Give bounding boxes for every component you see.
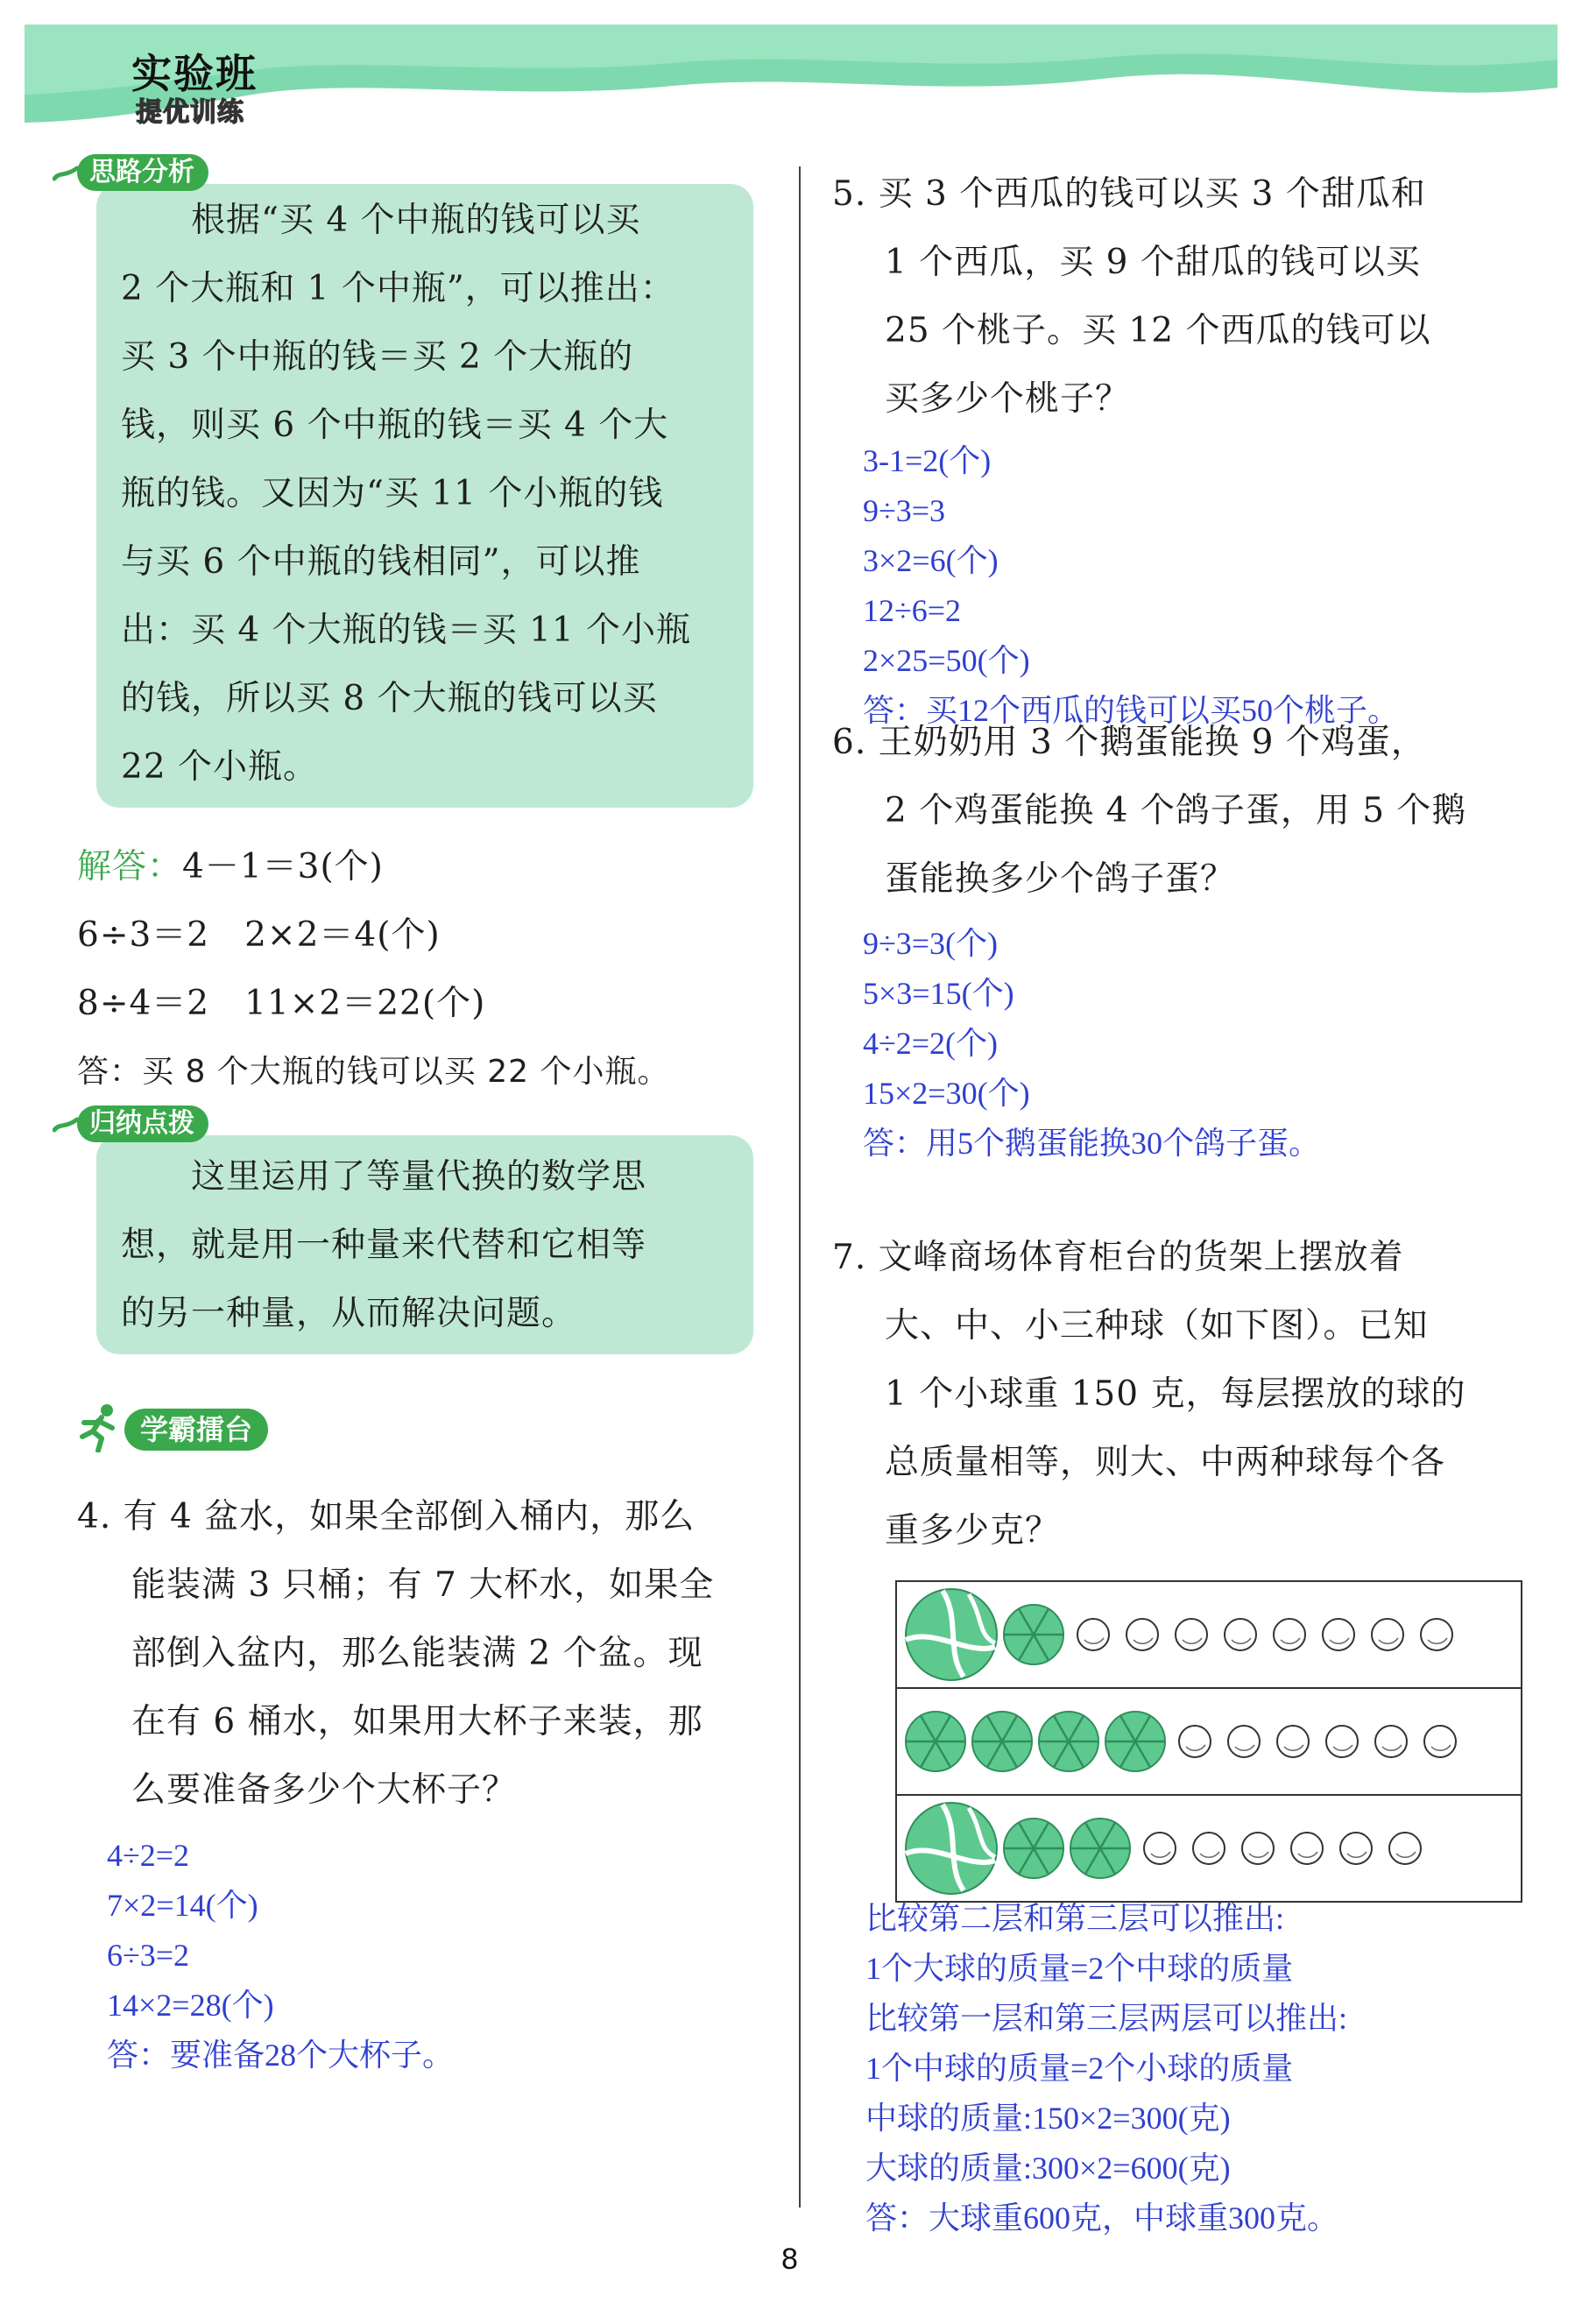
swoosh-icon xyxy=(53,1116,79,1139)
q4-line: 部倒入盆内，那么能装满 2 个盆。现 xyxy=(131,1634,703,1673)
medium-ball xyxy=(1004,1819,1063,1878)
medium-ball xyxy=(1105,1712,1165,1771)
q4-answer: 6÷3=2 xyxy=(107,1938,190,1973)
medium-ball xyxy=(1039,1712,1098,1771)
analysis-line: 买 3 个中瓶的钱＝买 2 个大瓶的 xyxy=(121,337,634,377)
analysis-tag: 思路分析 xyxy=(77,154,208,191)
summary-line: 这里运用了等量代换的数学思 xyxy=(121,1157,647,1197)
small-ball xyxy=(1375,1726,1407,1757)
small-ball xyxy=(1424,1726,1456,1757)
medium-ball xyxy=(1070,1819,1130,1878)
small-ball xyxy=(1242,1833,1274,1864)
runner-icon xyxy=(75,1402,124,1452)
analysis-line: 钱，则买 6 个中瓶的钱＝买 4 个大 xyxy=(121,406,669,445)
analysis-line: 出：买 4 个大瓶的钱＝买 11 个小瓶 xyxy=(121,611,692,650)
solution-line: 8÷4＝2 11×2＝22(个) xyxy=(77,984,486,1023)
q4-answer: 4÷2=2 xyxy=(107,1838,190,1873)
small-ball xyxy=(1326,1726,1358,1757)
q5-line: 25 个桃子。买 12 个西瓜的钱可以 xyxy=(885,311,1431,350)
q5-line: 5. 买 3 个西瓜的钱可以买 3 个甜瓜和 xyxy=(832,174,1426,214)
q7-answer: 1个大球的质量=2个中球的质量 xyxy=(865,1951,1294,1986)
small-ball xyxy=(1077,1619,1109,1650)
summary-tag: 归纳点拨 xyxy=(77,1105,208,1142)
q5-answer: 答：买12个西瓜的钱可以买50个桃子。 xyxy=(863,693,1400,728)
q6-line: 蛋能换多少个鸽子蛋？ xyxy=(885,859,1236,899)
series-subtitle: 提优训练 xyxy=(136,97,244,128)
q5-answer: 3-1=2(个) xyxy=(863,443,992,478)
q7-line: 重多少克？ xyxy=(885,1511,1061,1551)
small-ball xyxy=(1277,1726,1309,1757)
q5-answer: 9÷3=3 xyxy=(863,493,946,528)
small-ball xyxy=(1179,1726,1211,1757)
small-ball xyxy=(1144,1833,1176,1864)
q6-answer: 9÷3=3(个) xyxy=(863,926,999,961)
q7-line: 总质量相等，则大、中两种球每个各 xyxy=(885,1443,1446,1482)
arena-tag: 学霸擂台 xyxy=(124,1409,268,1451)
q4-line: 能装满 3 只桶；有 7 大杯水，如果全 xyxy=(131,1565,715,1605)
q5-answer: 3×2=6(个) xyxy=(863,543,999,578)
q7-answer: 1个中球的质量=2个小球的质量 xyxy=(865,2051,1294,2086)
q7-answer: 答：大球重600克，中球重300克。 xyxy=(865,2200,1339,2236)
q4-line: 么要准备多少个大杯子？ xyxy=(131,1770,518,1810)
solution-label: 解答： xyxy=(77,847,183,887)
q6-answer: 15×2=30(个) xyxy=(863,1076,1030,1111)
small-ball xyxy=(1126,1619,1158,1650)
small-ball xyxy=(1340,1833,1372,1864)
q6-answer: 答：用5个鹅蛋能换30个鸽子蛋。 xyxy=(863,1126,1321,1161)
solution-line xyxy=(77,844,384,890)
q7-answer: 比较第一层和第三层两层可以推出: xyxy=(865,2001,1348,2036)
swoosh-icon xyxy=(53,165,79,187)
medium-ball xyxy=(1004,1605,1063,1664)
solution-line: 6÷3＝2 2×2＝4(个) xyxy=(77,915,441,955)
small-ball xyxy=(1193,1833,1225,1864)
summary-line: 想，就是用一种量来代替和它相等 xyxy=(121,1226,647,1265)
q6-answer: 5×3=15(个) xyxy=(863,976,1014,1011)
q4-answer: 答：要准备28个大杯子。 xyxy=(107,2038,455,2073)
q7-answer: 大球的质量:300×2=600(克) xyxy=(865,2151,1231,2186)
page-number: 8 xyxy=(781,2243,798,2276)
q4-answer: 14×2=28(个) xyxy=(107,1988,274,2023)
small-ball xyxy=(1291,1833,1323,1864)
q4-line: 在有 6 桶水，如果用大杯子来装，那 xyxy=(131,1702,703,1741)
analysis-line: 22 个小瓶。 xyxy=(121,747,319,787)
medium-ball xyxy=(906,1712,965,1771)
large-ball xyxy=(906,1803,997,1894)
solution-step: 4－1＝3(个) xyxy=(182,847,384,887)
column-divider xyxy=(799,166,801,2207)
ball-shelf-figure xyxy=(895,1580,1522,1904)
q5-line: 1 个西瓜，买 9 个甜瓜的钱可以买 xyxy=(885,243,1421,282)
q6-answer: 4÷2=2(个) xyxy=(863,1026,999,1061)
q7-line: 大、中、小三种球（如下图）。已知 xyxy=(885,1306,1429,1346)
q5-answer: 12÷6=2 xyxy=(863,593,962,628)
series-title: 实验班 xyxy=(131,50,258,97)
small-ball xyxy=(1421,1619,1452,1650)
analysis-line: 与买 6 个中瓶的钱相同”，可以推 xyxy=(121,542,641,582)
small-ball xyxy=(1225,1619,1256,1650)
q7-answer: 中球的质量:150×2=300(克) xyxy=(865,2101,1231,2136)
q4-answer: 7×2=14(个) xyxy=(107,1888,258,1923)
q5-answer: 2×25=50(个) xyxy=(863,643,1030,678)
small-ball xyxy=(1176,1619,1207,1650)
small-ball xyxy=(1274,1619,1305,1650)
small-ball xyxy=(1323,1619,1354,1650)
q7-line: 7. 文峰商场体育柜台的货架上摆放着 xyxy=(832,1238,1404,1277)
small-ball xyxy=(1372,1619,1403,1650)
small-ball xyxy=(1389,1833,1421,1864)
q5-line: 买多少个桃子？ xyxy=(885,379,1131,419)
summary-line: 的另一种量，从而解决问题。 xyxy=(121,1294,577,1333)
medium-ball xyxy=(972,1712,1032,1771)
large-ball xyxy=(906,1589,997,1680)
q4-line: 4. 有 4 盆水，如果全部倒入桶内，那么 xyxy=(77,1497,696,1536)
analysis-line: 的钱，所以买 8 个大瓶的钱可以买 xyxy=(121,679,658,718)
q7-line: 1 个小球重 150 克，每层摆放的球的 xyxy=(885,1374,1466,1414)
q7-answer: 比较第二层和第三层可以推出: xyxy=(865,1901,1285,1936)
q6-line: 2 个鸡蛋能换 4 个鸽子蛋，用 5 个鹅 xyxy=(885,791,1467,830)
solution-answer: 答：买 8 个大瓶的钱可以买 22 个小瓶。 xyxy=(77,1054,670,1090)
q6-line: 6. 王奶奶用 3 个鹅蛋能换 9 个鸡蛋， xyxy=(832,723,1426,762)
small-ball xyxy=(1228,1726,1260,1757)
analysis-line: 瓶的钱。又因为“买 11 个小瓶的钱 xyxy=(121,474,664,513)
analysis-line: 2 个大瓶和 1 个中瓶”，可以推出： xyxy=(121,269,675,308)
analysis-line: 根据“买 4 个中瓶的钱可以买 xyxy=(121,201,641,240)
